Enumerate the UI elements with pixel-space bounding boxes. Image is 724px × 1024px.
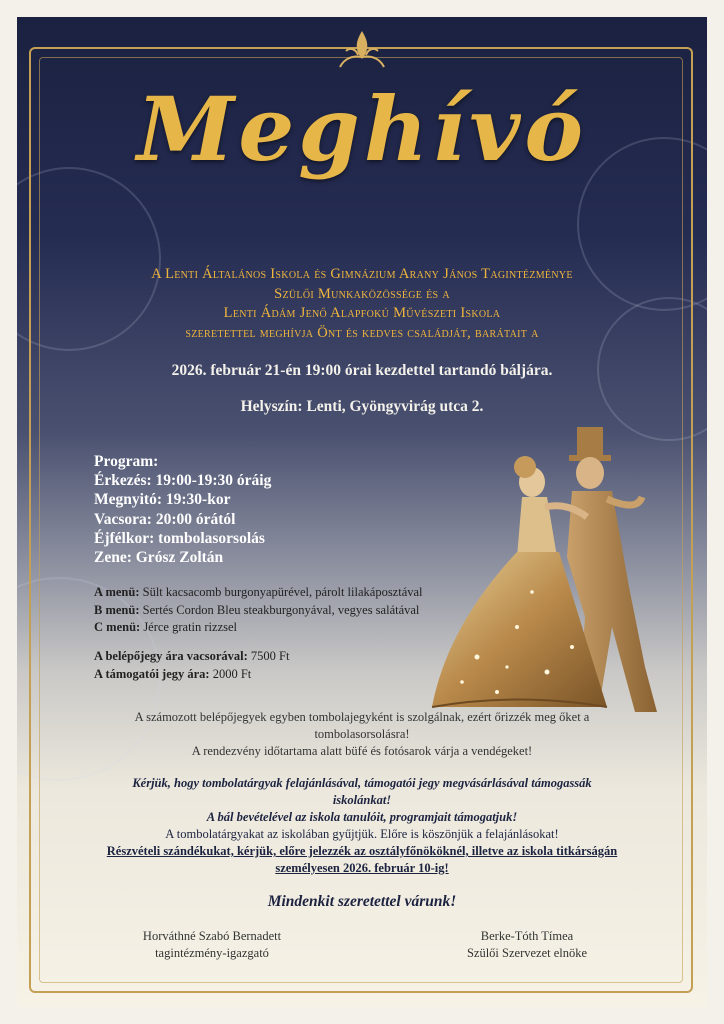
menu-text: Jérce gratin rizzsel (143, 620, 238, 634)
signature-right (427, 928, 627, 962)
event-venue: Helyszín: Lenti, Gyöngyvirág utca 2. (240, 398, 484, 415)
appeal-line: iskolánkat! (332, 793, 392, 807)
notes-line: A rendezvény időtartama alatt büfé és fotósarok várja a vendégeket! (191, 744, 533, 758)
program-item: Érkezés: 19:00-19:30 óráig (94, 472, 272, 490)
rsvp-line: személyesen 2026. február 10-ig! (275, 861, 449, 875)
event-date: 2026. február 21-én 19:00 órai kezdettel tartandó báljára. (171, 362, 553, 379)
program-item: Vacsora: 20:00 órától (94, 510, 236, 528)
organizers-line: szeretettel meghívja Önt és kedves családját, barátait a (185, 324, 539, 341)
ticket-item (94, 666, 289, 684)
signature-role: Szülői Szervezet elnöke (466, 946, 588, 960)
notes-line: A számozott belépőjegyek egyben tombolajegyként is szolgálnak, ezért őrizzék meg őket a (134, 710, 590, 724)
menu-label: A menü: (94, 585, 140, 599)
program-item: Zene: Grósz Zoltán (94, 549, 224, 567)
signature-name: Horváthné Szabó Bernadett (142, 929, 282, 943)
menu-item (94, 619, 423, 637)
menu-item (94, 584, 423, 602)
organizers-line: Szülői Munkaközössége és a (274, 285, 450, 302)
program-heading: Program: (94, 453, 159, 470)
ticket-prices (94, 648, 289, 683)
invitation-page (17, 17, 707, 1007)
notes-line: tombolasorsolásra! (314, 727, 410, 741)
ticket-label: A belépőjegy ára vacsorával: (94, 649, 248, 663)
page-title: Meghívó (136, 77, 588, 181)
ticket-price: 7500 Ft (250, 649, 290, 663)
appeal-text (57, 775, 667, 877)
menu-item (94, 602, 423, 620)
signature-name: Berke-Tóth Tímea (480, 929, 574, 943)
signature-left (112, 928, 312, 962)
closing-line: Mindenkit szeretettel várunk! (267, 893, 457, 910)
organizers-text (57, 265, 667, 343)
program-item: Megnyitó: 19:30-kor (94, 491, 231, 509)
dancing-couple-illustration (407, 407, 677, 722)
program-item: Éjfélkor: tombolasorsolás (94, 529, 265, 547)
ticket-price: 2000 Ft (212, 666, 252, 681)
fleur-de-lis-ornament (334, 27, 390, 71)
menu-label: C menü: (94, 620, 141, 634)
signature-role: tagintézmény-igazgató (155, 946, 269, 960)
organizers-line: A Lenti Általános Iskola és Gimnázium Arany János Tagintézménye (151, 266, 573, 282)
menu-label: B menü: (94, 602, 140, 617)
rsvp-line: Részvételi szándékukat, kérjük, előre jelezzék az osztályfőnököknél, illetve az iskola titkárságán (106, 844, 618, 858)
menu-text: Sertés Cordon Bleu steakburgonyával, vegyes salátával (142, 602, 420, 617)
appeal-line: Kérjük, hogy tombolatárgyak felajánlásával, támogatói jegy megvásárlásával támogassák (132, 776, 592, 790)
organizers-line: Lenti Ádám Jenő Alapfokú Művészeti Iskola (223, 305, 501, 321)
notes-text (77, 709, 647, 760)
ticket-item (94, 648, 289, 666)
appeal-line: A bál bevételével az iskola tanulóit, programjait támogatjuk! (206, 810, 518, 824)
program-list (94, 452, 271, 567)
menu-text: Sült kacsacomb burgonyapürével, párolt lilakáposztával (142, 585, 423, 599)
ticket-label: A támogatói jegy ára: (94, 666, 210, 681)
appeal-line: A tombolatárgyakat az iskolában gyűjtjük. Előre is köszönjük a felajánlásokat! (165, 827, 559, 841)
menu-list (94, 584, 423, 637)
